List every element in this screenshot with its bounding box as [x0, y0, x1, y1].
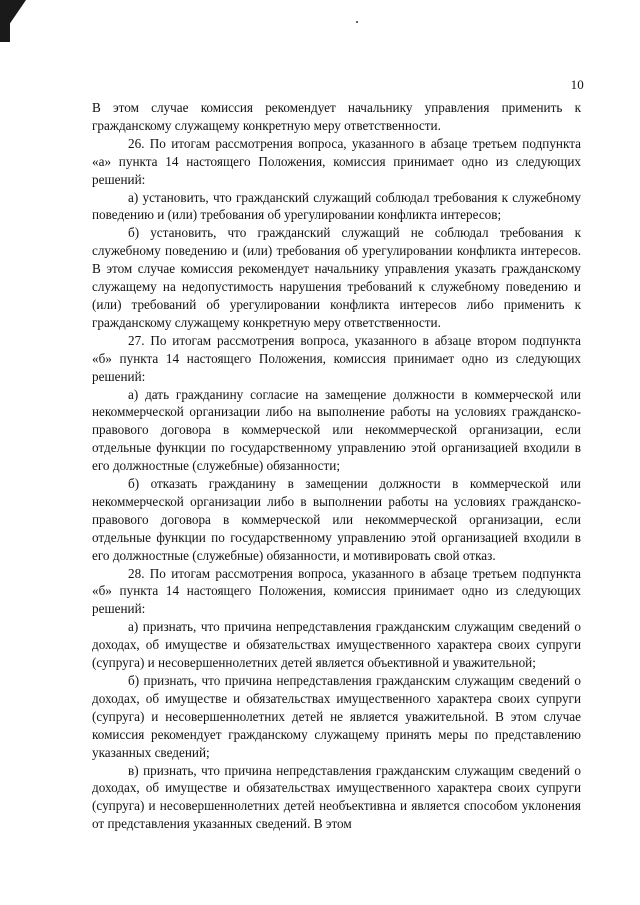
paragraph-subitem-b: б) признать, что причина непредставления гражданским служащим сведений о доходах, об имуществе и обязательствах имущественного характера своих супруги (супруга) и несовершеннолетних детей не является уважительной. В этом случае комиссия рекомендует гражданскому служащему принять меры по представлению указанных сведений;	[92, 673, 581, 760]
paragraph: В этом случае комиссия рекомендует начальнику управления применить к гражданскому служащему конкретную меру ответственности.	[92, 100, 581, 133]
document-body	[92, 99, 581, 833]
paragraph-subitem-v: в) признать, что причина непредставления гражданским служащим сведений о доходах, об имуществе и обязательствах имущественного характера своих супруги (супруга) и несовершеннолетних детей необъективна и является способом уклонения от представления указанных сведений. В этом	[92, 762, 581, 832]
paragraph-subitem-a: а) признать, что причина непредставления гражданским служащим сведений о доходах, об имуществе и обязательствах имущественного характера своих супруги (супруга) и несовершеннолетних детей является объективной и уважительной;	[92, 619, 581, 671]
paragraph-subitem-a: а) установить, что гражданский служащий соблюдал требования к служебному поведению и (или) требования об урегулировании конфликта интересов;	[92, 189, 581, 223]
paragraph-item-27: 27. По итогам рассмотрения вопроса, указанного в абзаце втором подпункта «б» пункта 14 настоящего Положения, комиссия принимает одно из следующих решений:	[92, 332, 581, 384]
paragraph-item-26: 26. По итогам рассмотрения вопроса, указанного в абзаце третьем подпункта «а» пункта 14 настоящего Положения, комиссия принимает одно из следующих решений:	[92, 135, 581, 187]
paragraph-item-28: 28. По итогам рассмотрения вопроса, указанного в абзаце третьем подпункта «б» пункта 14 настоящего Положения, комиссия принимает одно из следующих решений:	[92, 565, 581, 617]
page-number: 10	[570, 77, 584, 92]
paragraph-subitem-b: б) установить, что гражданский служащий не соблюдал требования к служебному поведению и (или) требования об урегулировании конфликта интересов. В этом случае комиссия рекомендует начальнику управления указать гражданскому служащему на недопустимость нарушения требований к служебному поведению и (или) требований об урегулировании конфликта интересов либо применить к гражданскому служащему конкретную меру ответственности.	[92, 225, 581, 330]
scan-speck	[356, 21, 358, 23]
paragraph-subitem-a: а) дать гражданину согласие на замещение должности в коммерческой или некоммерческой организации либо на выполнение работы на условиях гражданско-правового договора в коммерческой или некоммерческой организации, если отдельные функции по государственному управлению этой организацией входили в его должностные (служебные) обязанности;	[92, 386, 581, 474]
paragraph-subitem-b: б) отказать гражданину в замещении должности в коммерческой или некоммерческой организации либо в выполнении работы на условиях гражданско-правового договора в коммерческой или некоммерческой организации, если отдельные функции по государственному управлению этой организацией входили в его должностные (служебные) обязанности, и мотивировать свой отказ.	[92, 476, 581, 563]
scan-corner-bar	[0, 0, 10, 42]
